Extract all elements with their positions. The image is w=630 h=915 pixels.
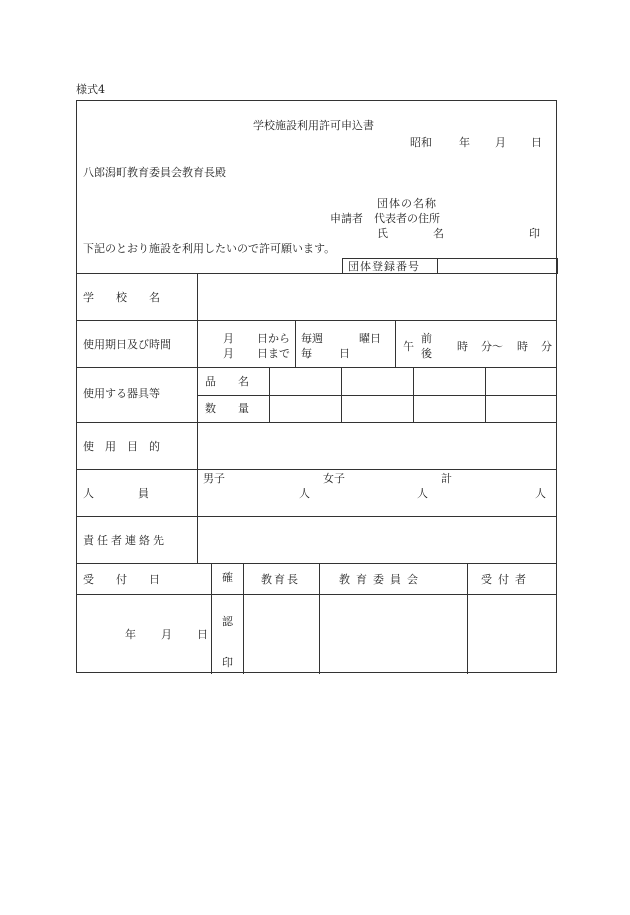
period-label: 使用期日及び時間 xyxy=(83,338,171,351)
period-daily-2: 日 xyxy=(339,347,350,360)
date-month: 月 xyxy=(495,136,506,149)
received-month: 月 xyxy=(161,628,172,641)
superintendent-label: 教育長 xyxy=(261,573,300,586)
applicant-label: 申請者 xyxy=(330,212,363,225)
org-name-label: 団体の名称 xyxy=(377,197,437,210)
people-male: 男子 xyxy=(203,472,225,485)
period-minute: 分 xyxy=(541,340,552,353)
period-day-to: 日まで xyxy=(257,347,290,360)
people-unit-female: 人 xyxy=(417,487,428,500)
receptionist-label: 受付者 xyxy=(481,573,532,586)
period-hour-to: 時 xyxy=(517,340,528,353)
confirm-char-2: 認 xyxy=(222,615,233,628)
people-unit-total: 人 xyxy=(535,487,546,500)
date-year: 年 xyxy=(459,136,470,149)
people-female: 女子 xyxy=(323,472,345,485)
period-before: 前 xyxy=(421,332,432,345)
form-title: 学校施設利用許可申込書 xyxy=(253,119,374,132)
period-day-from: 日から xyxy=(257,332,290,345)
contact-label: 責任者連絡先 xyxy=(83,534,167,547)
date-day: 日 xyxy=(531,136,542,149)
registration-label: 団体登録番号 xyxy=(348,260,420,273)
people-unit-male: 人 xyxy=(299,487,310,500)
application-form xyxy=(76,100,557,673)
received-year: 年 xyxy=(125,628,136,641)
name-label-1: 氏 xyxy=(377,227,388,240)
registration-number-field[interactable] xyxy=(437,258,558,274)
received-day: 日 xyxy=(197,628,208,641)
period-weekly: 毎週 xyxy=(301,332,323,345)
form-number: 様式4 xyxy=(76,83,105,96)
people-total: 計 xyxy=(441,472,452,485)
superintendent-stamp-field[interactable] xyxy=(245,596,318,673)
board-stamp-field[interactable] xyxy=(321,596,466,673)
period-ampm: 午 xyxy=(403,340,414,353)
addressee: 八郎潟町教育委員会教育長殿 xyxy=(83,166,226,179)
equipment-quantity-label: 数 量 xyxy=(205,402,249,415)
purpose-label: 使 用 目 的 xyxy=(83,440,160,453)
period-hour-from: 時 xyxy=(457,340,468,353)
contact-field[interactable] xyxy=(199,518,554,562)
people-label: 人 員 xyxy=(83,487,149,500)
name-label-2: 名 xyxy=(433,227,444,240)
equipment-label: 使用する器具等 xyxy=(83,387,160,400)
period-after: 後 xyxy=(421,347,432,360)
period-month-from: 月 xyxy=(223,332,234,345)
received-date-label: 受 付 日 xyxy=(83,573,160,586)
board-label: 教育委員会 xyxy=(339,573,424,586)
date-era: 昭和 xyxy=(410,136,432,149)
equipment-item-label: 品 名 xyxy=(205,375,249,388)
school-name-field[interactable] xyxy=(199,275,554,319)
period-minute-to: 分〜 xyxy=(481,340,503,353)
purpose-field[interactable] xyxy=(199,424,554,468)
confirm-char-3: 印 xyxy=(222,656,233,669)
school-name-label: 学 校 名 xyxy=(83,291,160,304)
confirm-char-1: 確 xyxy=(222,571,233,584)
period-weekday: 曜日 xyxy=(359,332,381,345)
period-daily-1: 毎 xyxy=(301,347,312,360)
period-month-to: 月 xyxy=(223,347,234,360)
receptionist-stamp-field[interactable] xyxy=(469,596,555,673)
request-text: 下記のとおり施設を利用したいので許可願います。 xyxy=(83,242,336,255)
rep-address-label: 代表者の住所 xyxy=(374,212,440,225)
seal-mark: 印 xyxy=(529,227,540,240)
